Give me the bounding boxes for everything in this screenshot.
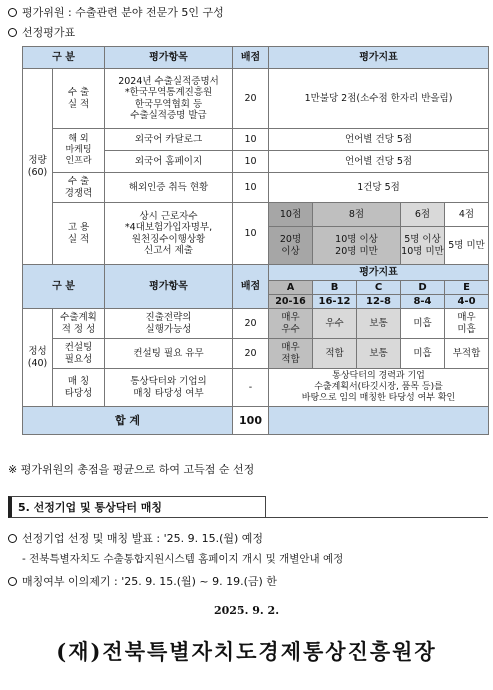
grade-cell: E (445, 281, 489, 295)
grade-header-item: 평가항목 (105, 265, 233, 309)
points-cell: - (233, 369, 269, 407)
document-date: 2025. 9. 2. (213, 604, 280, 617)
item-homepage: 외국어 홈페이지 (105, 151, 233, 173)
bullet-objection: 매칭여부 이의제기 : '25. 9. 15.(월) ~ 9. 19.(금) 한 (8, 573, 277, 589)
category-marketing-infra: 해 외 마케팅 인프라 (53, 129, 105, 173)
grade-desc-cell: 부적합 (445, 339, 489, 369)
evaluation-table (22, 46, 489, 435)
range-cell: 10명 이상 20명 미만 (313, 227, 401, 265)
item-employees: 상시 근로자수 *4대보험가입자명부, 원천징수이행상황 신고서 제출 (105, 203, 233, 265)
circle-bullet-icon (8, 8, 17, 17)
grade-cell: B (313, 281, 357, 295)
points-cell: 10 (233, 173, 269, 203)
grade-desc-cell: 우수 (313, 309, 357, 339)
grade-cell: A (269, 281, 313, 295)
points-cell: 10 (233, 203, 269, 265)
circle-bullet-icon (8, 577, 17, 586)
indicator-cell: 통상닥터의 경력과 기업 수출계획서(타깃시장, 품목 등)를 바탕으로 임의 매칭한 타당성 여부 확인 (269, 369, 489, 407)
range-cell: 5명 이상 10명 미만 (401, 227, 445, 265)
grade-header-indicator: 평가지표 (269, 265, 489, 281)
item-strategy: 진출전략의 실행가능성 (105, 309, 233, 339)
range-cell: 5명 미만 (445, 227, 489, 265)
grade-desc-cell: 보통 (357, 309, 401, 339)
score-cell: 4점 (445, 203, 489, 227)
grade-desc-cell: 매우 우수 (269, 309, 313, 339)
item-export-certificate: 2024년 수출실적증명서 *한국무역통계진흥원 한국무역협회 등 수출실적증명 발급 (105, 69, 233, 129)
grade-points-cell: 12-8 (357, 295, 401, 309)
score-cell: 6점 (401, 203, 445, 227)
header-indicator: 평가지표 (269, 47, 489, 69)
points-cell: 10 (233, 151, 269, 173)
indicator-cell: 언어별 건당 5점 (269, 151, 489, 173)
header-division: 구 분 (23, 47, 105, 69)
indicator-cell: 1건당 5점 (269, 173, 489, 203)
grade-desc-cell: 적합 (313, 339, 357, 369)
points-cell: 20 (233, 339, 269, 369)
section-rule (266, 517, 488, 518)
category-consulting: 컨설팅 필요성 (53, 339, 105, 369)
grade-desc-cell: 미흡 (401, 339, 445, 369)
bullet-evaluation-table: 선정평가표 (8, 24, 75, 40)
sub-bullet-notice: - 전북특별자치도 수출통합지원시스템 홈페이지 개시 및 개별안내 예정 (22, 553, 344, 565)
circle-bullet-icon (8, 28, 17, 37)
category-export-performance: 수 출 실 적 (53, 69, 105, 129)
grade-points-cell: 20-16 (269, 295, 313, 309)
note: ※ 평가위원의 총점을 평균으로 하여 고득점 순 선정 (8, 463, 255, 476)
bullet-evaluators: 평가위원 : 수출관련 분야 전문가 5인 구성 (8, 4, 224, 20)
indicator-cell: 1만불당 2점(소수점 한자리 반올림) (269, 69, 489, 129)
header-points: 배점 (233, 47, 269, 69)
category-employment: 고 용 실 적 (53, 203, 105, 265)
grade-points-cell: 8-4 (401, 295, 445, 309)
grade-points-cell: 16-12 (313, 295, 357, 309)
item-catalog: 외국어 카달로그 (105, 129, 233, 151)
grade-header-points: 배점 (233, 265, 269, 309)
grade-desc-cell: 매우 미흡 (445, 309, 489, 339)
grade-cell: D (401, 281, 445, 295)
grade-desc-cell: 미흡 (401, 309, 445, 339)
grade-points-cell: 4-0 (445, 295, 489, 309)
score-cell: 10점 (269, 203, 313, 227)
category-export-plan: 수출계획 적 정 성 (53, 309, 105, 339)
header-item: 평가항목 (105, 47, 233, 69)
grade-header-division: 구 분 (23, 265, 105, 309)
points-cell: 20 (233, 309, 269, 339)
grade-desc-cell: 보통 (357, 339, 401, 369)
issuing-organization: (재)전북특별자치도경제통상진흥원장 (56, 639, 437, 664)
total-points: 100 (233, 407, 269, 435)
item-consulting: 컨설팅 필요 유무 (105, 339, 233, 369)
points-cell: 20 (233, 69, 269, 129)
total-blank (269, 407, 489, 435)
bullet-announcement: 선정기업 선정 및 매칭 발표 : '25. 9. 15.(월) 예정 (8, 530, 263, 546)
item-matching: 통상닥터와 기업의 매칭 타당성 여부 (105, 369, 233, 407)
quant-label: 정량 (60) (23, 69, 53, 265)
grade-cell: C (357, 281, 401, 295)
category-matching: 매 칭 타당성 (53, 369, 105, 407)
range-cell: 20명 이상 (269, 227, 313, 265)
points-cell: 10 (233, 129, 269, 151)
category-competitiveness: 수 출 경쟁력 (53, 173, 105, 203)
indicator-cell: 언어별 건당 5점 (269, 129, 489, 151)
total-label: 합 계 (23, 407, 233, 435)
item-certification: 해외인증 취득 현황 (105, 173, 233, 203)
grade-desc-cell: 매우 적합 (269, 339, 313, 369)
score-cell: 8점 (313, 203, 401, 227)
qual-label: 정성 (40) (23, 309, 53, 407)
circle-bullet-icon (8, 534, 17, 543)
section-title: 5. 선정기업 및 통상닥터 매칭 (8, 496, 266, 518)
